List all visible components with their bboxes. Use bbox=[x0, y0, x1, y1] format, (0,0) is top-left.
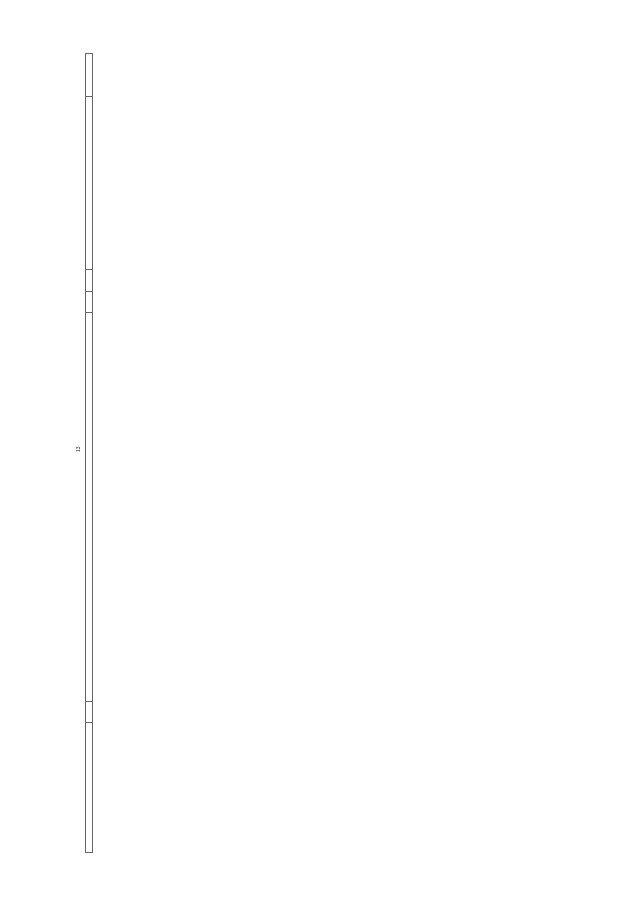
group-header-cell bbox=[86, 722, 93, 852]
table-group-header bbox=[86, 53, 93, 852]
budget-table bbox=[85, 53, 93, 853]
group-header-cell bbox=[86, 701, 93, 723]
group-header-cell bbox=[86, 53, 93, 96]
page-number: 13 bbox=[76, 445, 82, 452]
group-header-cell bbox=[86, 96, 93, 269]
group-header-cell bbox=[86, 269, 93, 291]
document-sheet bbox=[76, 53, 555, 853]
group-header-cell bbox=[86, 312, 93, 701]
group-header-cell bbox=[86, 291, 93, 313]
